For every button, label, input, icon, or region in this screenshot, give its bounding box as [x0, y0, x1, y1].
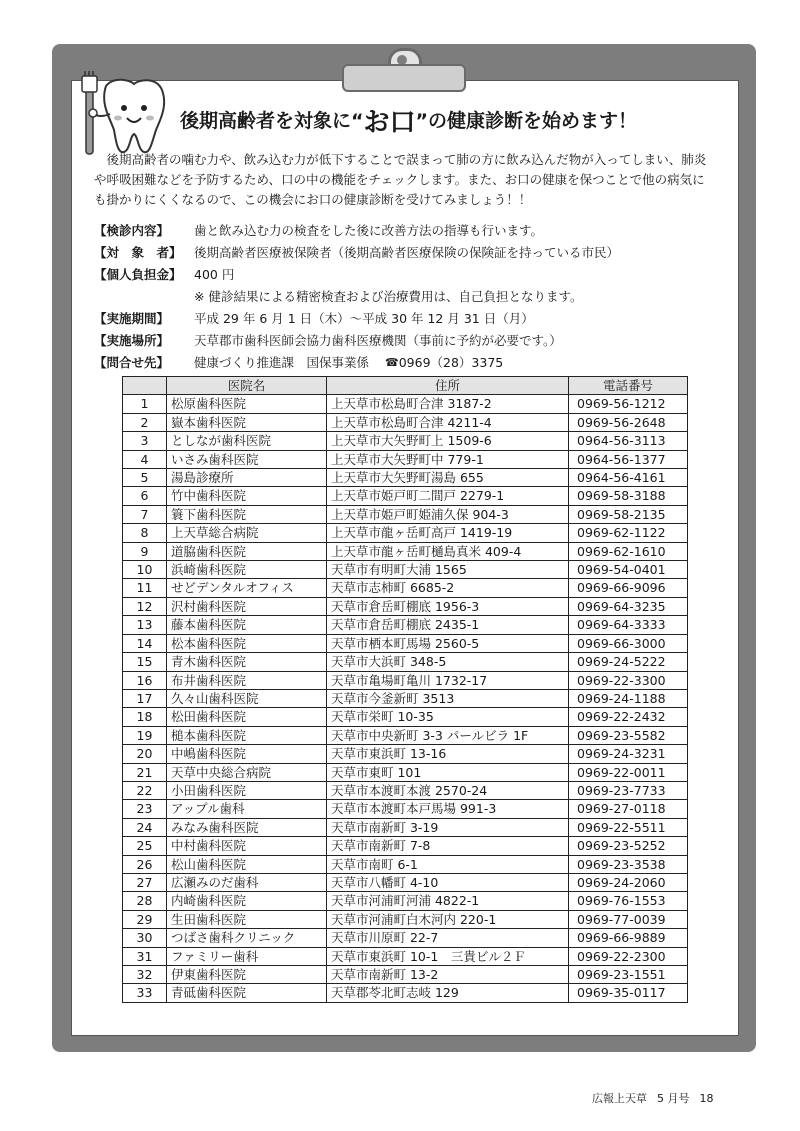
table-row	[123, 432, 688, 450]
row-number: 17	[123, 689, 167, 707]
table-row	[123, 505, 688, 523]
clinic-phone: 0969-56-2648	[569, 413, 688, 431]
info-value: 後期高齢者医療被保険者（後期高齢者医療保険の保険証を持っている市民）	[194, 245, 620, 260]
info-label: 【実施場所】	[94, 333, 170, 348]
table-row	[123, 947, 688, 965]
clinic-address: 天草市栖本町馬場 2560-5	[327, 634, 569, 652]
table-row	[123, 800, 688, 818]
clinic-name: 松原歯科医院	[167, 395, 327, 413]
table-row	[123, 929, 688, 947]
row-number: 15	[123, 653, 167, 671]
clinic-name: 簑下歯科医院	[167, 505, 327, 523]
clinic-address: 天草市今釜新町 3513	[327, 689, 569, 707]
intro-paragraph: 後期高齢者の噛む力や、飲み込む力が低下することで誤まって肺の方に飲み込んだ物が入ってしまい、肺炎や呼吸困難などを予防するため、口の中の機能をチェックします。また、お口の健康を保つことで他の病気にも掛かりにくくなるので、この機会にお口の健康診断を受けてみましょう！！	[94, 152, 707, 207]
clinic-address: 天草市本渡町本戸馬場 991-3	[327, 800, 569, 818]
clinic-name: 浜崎歯科医院	[167, 561, 327, 579]
clinic-name: 上天草総合病院	[167, 524, 327, 542]
clinic-address: 天草市河浦町白木河内 220-1	[327, 910, 569, 928]
clinic-phone: 0969-22-3300	[569, 671, 688, 689]
clinic-address: 天草市栄町 10-35	[327, 708, 569, 726]
clinic-name: 久々山歯科医院	[167, 689, 327, 707]
row-number: 6	[123, 487, 167, 505]
clinic-phone: 0964-56-3113	[569, 432, 688, 450]
clinic-address: 上天草市松島町合津 4211-4	[327, 413, 569, 431]
clinic-name: 松田歯科医院	[167, 708, 327, 726]
clinic-phone: 0969-24-3231	[569, 745, 688, 763]
clinic-name: 道脇歯科医院	[167, 542, 327, 560]
info-row-contact	[94, 352, 724, 374]
row-number: 16	[123, 671, 167, 689]
clinic-phone: 0969-66-3000	[569, 634, 688, 652]
clinic-address: 天草市亀場町亀川 1732-17	[327, 671, 569, 689]
contact-phone: 0969（28）3375	[398, 355, 504, 370]
clinic-name: 布井歯科医院	[167, 671, 327, 689]
row-number: 11	[123, 579, 167, 597]
clinic-phone: 0969-62-1610	[569, 542, 688, 560]
clinic-name: 広瀬みのだ歯科	[167, 873, 327, 891]
clinic-name: 天草中央総合病院	[167, 763, 327, 781]
clinic-name: みなみ歯科医院	[167, 818, 327, 836]
row-number: 29	[123, 910, 167, 928]
clinic-address: 天草市志柿町 6685-2	[327, 579, 569, 597]
clinic-address: 上天草市龍ヶ岳町樋島真米 409-4	[327, 542, 569, 560]
clinic-address: 上天草市姫戸町二間戸 2279-1	[327, 487, 569, 505]
table-row	[123, 395, 688, 413]
title-part1: 後期高齢者を対象に“	[180, 110, 364, 132]
info-row-content	[94, 220, 724, 242]
info-value: 平成 29 年 6 月 1 日（木）～平成 30 年 12 月 31 日（月）	[194, 311, 534, 326]
row-number: 18	[123, 708, 167, 726]
table-row	[123, 634, 688, 652]
clinic-phone: 0969-22-5511	[569, 818, 688, 836]
clinic-address: 上天草市大矢野町中 779-1	[327, 450, 569, 468]
page-footer	[592, 1090, 724, 1106]
table-row	[123, 984, 688, 1002]
table-row	[123, 873, 688, 891]
row-number: 19	[123, 726, 167, 744]
phone-icon: ☎	[385, 356, 399, 369]
row-number: 24	[123, 818, 167, 836]
clinic-name: ファミリー歯科	[167, 947, 327, 965]
row-number: 8	[123, 524, 167, 542]
clinic-phone: 0969-23-5252	[569, 837, 688, 855]
row-number: 32	[123, 966, 167, 984]
row-number: 30	[123, 929, 167, 947]
header-phone: 電話番号	[569, 377, 688, 395]
clinic-phone: 0964-56-4161	[569, 469, 688, 487]
table-row	[123, 450, 688, 468]
clinic-phone: 0969-22-2300	[569, 947, 688, 965]
row-number: 13	[123, 616, 167, 634]
clinic-name: 湯島診療所	[167, 469, 327, 487]
title-part2: ”の健康診断を始めます！	[415, 110, 638, 132]
clinic-phone: 0969-35-0117	[569, 984, 688, 1002]
info-value: 天草郡市歯科医師会協力歯科医療機関（事前に予約が必要です。）	[194, 333, 562, 348]
row-number: 1	[123, 395, 167, 413]
table-row	[123, 763, 688, 781]
clinic-name: 藤本歯科医院	[167, 616, 327, 634]
info-label: 【対 象 者】	[94, 245, 182, 260]
table-row	[123, 910, 688, 928]
row-number: 28	[123, 892, 167, 910]
table-row	[123, 413, 688, 431]
row-number: 3	[123, 432, 167, 450]
clipboard-clip-base	[342, 64, 466, 92]
row-number: 9	[123, 542, 167, 560]
clinic-phone: 0969-24-2060	[569, 873, 688, 891]
footer-page-number: 18	[699, 1092, 714, 1105]
table-row	[123, 689, 688, 707]
info-section	[94, 220, 724, 374]
clinic-phone: 0969-64-3235	[569, 597, 688, 615]
table-row	[123, 892, 688, 910]
clinic-phone: 0969-27-0118	[569, 800, 688, 818]
table-header-row	[123, 377, 688, 395]
row-number: 2	[123, 413, 167, 431]
row-number: 20	[123, 745, 167, 763]
clinic-address: 天草市東浜町 10-1 三貴ビル２Ｆ	[327, 947, 569, 965]
clinic-address: 上天草市松島町合津 3187-2	[327, 395, 569, 413]
clinic-address: 天草市河浦町河浦 4822-1	[327, 892, 569, 910]
clinic-name: 生田歯科医院	[167, 910, 327, 928]
clinic-name: アップル歯科	[167, 800, 327, 818]
clinic-address: 天草市南新町 3-19	[327, 818, 569, 836]
clinic-name: 竹中歯科医院	[167, 487, 327, 505]
tooth-mascot-icon	[72, 68, 172, 158]
row-number: 26	[123, 855, 167, 873]
clinic-name: せどデンタルオフィス	[167, 579, 327, 597]
info-row-location	[94, 330, 724, 352]
header-name: 医院名	[167, 377, 327, 395]
info-label: 【検診内容】	[94, 223, 170, 238]
clinic-name: としなが歯科医院	[167, 432, 327, 450]
clinic-address: 天草市南新町 7-8	[327, 837, 569, 855]
clinic-phone: 0969-23-1551	[569, 966, 688, 984]
clinic-name: 槌本歯科医院	[167, 726, 327, 744]
clinic-phone: 0969-58-3188	[569, 487, 688, 505]
clinic-phone: 0969-64-3333	[569, 616, 688, 634]
table-row	[123, 781, 688, 799]
clinic-address: 上天草市大矢野町上 1509-6	[327, 432, 569, 450]
clinic-name: 青砥歯科医院	[167, 984, 327, 1002]
clinic-name: 沢村歯科医院	[167, 597, 327, 615]
row-number: 14	[123, 634, 167, 652]
clinic-phone: 0969-24-1188	[569, 689, 688, 707]
clinic-address: 天草市東町 101	[327, 763, 569, 781]
table-row	[123, 966, 688, 984]
clinic-address: 天草市大浜町 348-5	[327, 653, 569, 671]
clinic-phone: 0969-23-5582	[569, 726, 688, 744]
clinic-address: 天草市本渡町本渡 2570-24	[327, 781, 569, 799]
title-highlight: お口	[363, 108, 416, 138]
clinic-name: つばさ歯科クリニック	[167, 929, 327, 947]
clinic-address: 天草市八幡町 4-10	[327, 873, 569, 891]
clinic-name: 松山歯科医院	[167, 855, 327, 873]
row-number: 25	[123, 837, 167, 855]
row-number: 7	[123, 505, 167, 523]
clinic-address: 天草市有明町大浦 1565	[327, 561, 569, 579]
row-number: 31	[123, 947, 167, 965]
table-row	[123, 597, 688, 615]
clinic-name: 内崎歯科医院	[167, 892, 327, 910]
table-row	[123, 653, 688, 671]
info-row-fee	[94, 264, 724, 286]
info-note: ※ 健診結果による精密検査および治療費用は、自己負担となります。	[194, 289, 583, 304]
clinic-name: 松本歯科医院	[167, 634, 327, 652]
info-label: 【問合せ先】	[94, 355, 170, 370]
clinic-phone: 0969-22-2432	[569, 708, 688, 726]
row-number: 21	[123, 763, 167, 781]
clinic-phone: 0969-23-3538	[569, 855, 688, 873]
table-row	[123, 524, 688, 542]
clinic-address: 天草市南町 6-1	[327, 855, 569, 873]
table-row	[123, 837, 688, 855]
clinic-name: いさみ歯科医院	[167, 450, 327, 468]
table-row	[123, 708, 688, 726]
table-row	[123, 616, 688, 634]
row-number: 23	[123, 800, 167, 818]
table-row	[123, 487, 688, 505]
row-number: 22	[123, 781, 167, 799]
info-label: 【個人負担金】	[94, 267, 182, 282]
clinic-address: 天草市南新町 13-2	[327, 966, 569, 984]
info-row-target	[94, 242, 724, 264]
clinic-phone: 0969-66-9889	[569, 929, 688, 947]
table-row	[123, 855, 688, 873]
clinic-phone: 0969-58-2135	[569, 505, 688, 523]
row-number: 33	[123, 984, 167, 1002]
clinic-phone: 0969-23-7733	[569, 781, 688, 799]
row-number: 10	[123, 561, 167, 579]
page-title	[180, 102, 740, 136]
info-value: 400 円	[194, 267, 235, 282]
clinic-name: 中村歯科医院	[167, 837, 327, 855]
contact-department: 健康づくり推進課 国保事業係	[194, 355, 370, 370]
table-row	[123, 671, 688, 689]
clinic-table	[122, 376, 688, 1003]
clinic-address: 天草市倉岳町棚底 2435-1	[327, 616, 569, 634]
clinic-table-body	[123, 395, 688, 1002]
clinic-address: 上天草市姫戸町姫浦久保 904-3	[327, 505, 569, 523]
clinic-address: 天草市東浜町 13-16	[327, 745, 569, 763]
footer-publication: 広報上天草	[592, 1092, 647, 1105]
footer-issue: 5 月号	[657, 1092, 690, 1105]
row-number: 27	[123, 873, 167, 891]
clinic-name: 中嶋歯科医院	[167, 745, 327, 763]
clinic-name: 青木歯科医院	[167, 653, 327, 671]
info-row-period	[94, 308, 724, 330]
table-row	[123, 579, 688, 597]
table-row	[123, 561, 688, 579]
clinic-address: 上天草市龍ヶ岳町高戸 1419-19	[327, 524, 569, 542]
table-row	[123, 469, 688, 487]
clinic-phone: 0969-56-1212	[569, 395, 688, 413]
table-row	[123, 726, 688, 744]
clinic-phone: 0969-22-0011	[569, 763, 688, 781]
clinic-address: 天草郡苓北町志岐 129	[327, 984, 569, 1002]
info-value: 歯と飲み込む力の検査をした後に改善方法の指導も行います。	[194, 223, 544, 238]
header-address: 住所	[327, 377, 569, 395]
row-number: 12	[123, 597, 167, 615]
header-no	[123, 377, 167, 395]
clinic-name: 嶽本歯科医院	[167, 413, 327, 431]
clinic-phone: 0969-54-0401	[569, 561, 688, 579]
clinic-name: 伊東歯科医院	[167, 966, 327, 984]
table-row	[123, 818, 688, 836]
row-number: 4	[123, 450, 167, 468]
row-number: 5	[123, 469, 167, 487]
clinic-phone: 0969-24-5222	[569, 653, 688, 671]
clinic-address: 天草市中央新町 3-3 パールビラ 1F	[327, 726, 569, 744]
table-row	[123, 745, 688, 763]
table-row	[123, 542, 688, 560]
clinic-phone: 0969-66-9096	[569, 579, 688, 597]
clinic-name: 小田歯科医院	[167, 781, 327, 799]
clinic-address: 天草市倉岳町棚底 1956-3	[327, 597, 569, 615]
clinic-phone: 0969-62-1122	[569, 524, 688, 542]
info-label: 【実施期間】	[94, 311, 170, 326]
clinic-address: 上天草市大矢野町湯島 655	[327, 469, 569, 487]
clinic-address: 天草市川原町 22-7	[327, 929, 569, 947]
clinic-phone: 0964-56-1377	[569, 450, 688, 468]
clinic-phone: 0969-77-0039	[569, 910, 688, 928]
clinic-phone: 0969-76-1553	[569, 892, 688, 910]
